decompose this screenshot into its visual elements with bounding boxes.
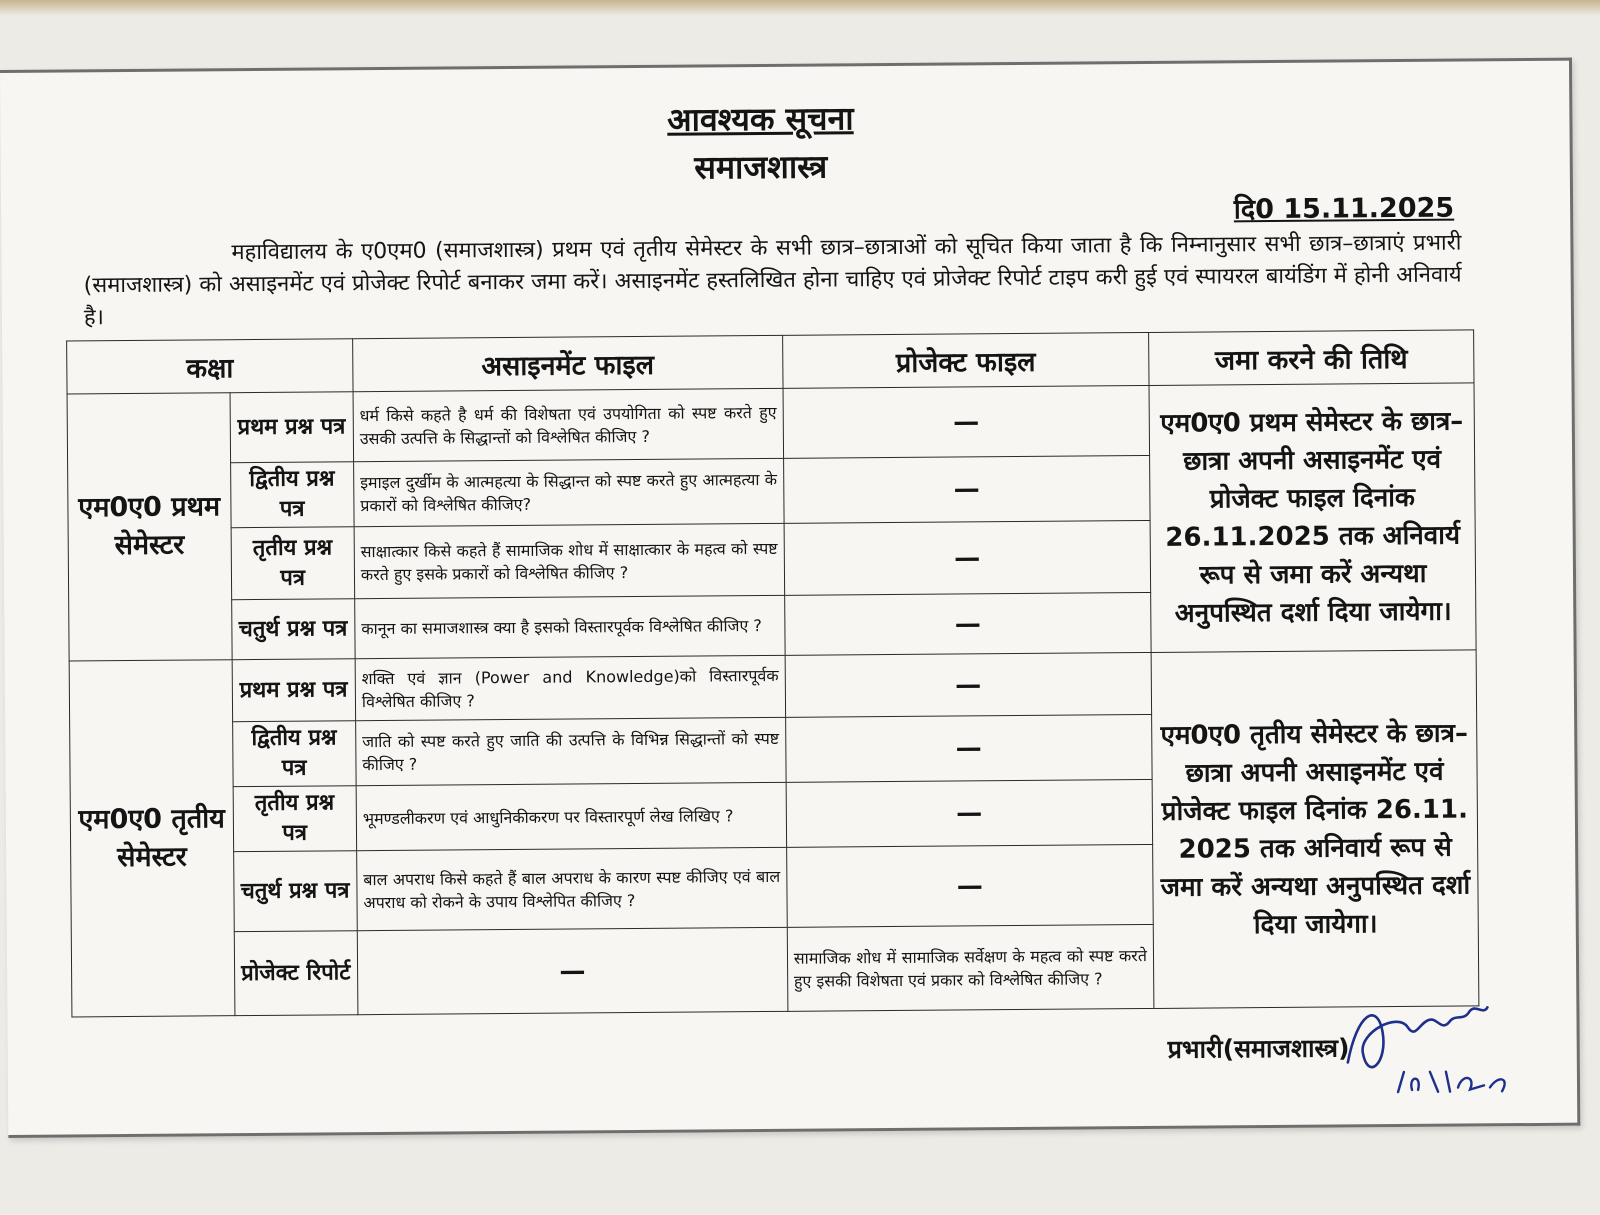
assignment-question: कानून का समाजशास्त्र क्या है इसको विस्तारपूर्वक विश्लेषित कीजिए ? bbox=[355, 595, 785, 658]
paper-label: प्रथम प्रश्न पत्र bbox=[232, 659, 356, 722]
handwritten-signature bbox=[1337, 991, 1538, 1103]
project-cell: — bbox=[785, 714, 1152, 782]
header-class: कक्षा bbox=[67, 339, 353, 394]
notice-sheet bbox=[0, 58, 1580, 1138]
assignment-schedule-table bbox=[66, 329, 1479, 1017]
project-cell: — bbox=[784, 520, 1151, 595]
assignment-question: भूमण्डलीकरण एवं आधुनिकीकरण पर विस्तारपूर्ण लेख लिखिए ? bbox=[356, 782, 786, 850]
paper-label: प्रथम प्रश्न पत्र bbox=[230, 392, 354, 463]
assignment-question: साक्षात्कार किसे कहते हैं सामाजिक शोध में साक्षात्कार के महत्व को स्पष्ट करते हुए इसके प्रकारों को विश्लेषित कीजिए ? bbox=[354, 523, 784, 598]
project-question: सामाजिक शोध में सामाजिक सर्वेक्षण के महत्व को स्पष्ट करते हुए इसकी विशेषता एवं प्रकार को विश्लेषित कीजिए ? bbox=[787, 924, 1154, 1011]
assignment-question: धर्म किसे कहते है धर्म की विशेषता एवं उपयोगिता को स्पष्ट करते हुए उसकी उत्पत्ति के सिद्धान्तों को विश्लेषित कीजिए ? bbox=[353, 388, 783, 461]
submit-note-sem1: एम0ए0 प्रथम सेमेस्टर के छात्र–छात्रा अपनी असाइनमेंट एवं प्रोजेक्ट फाइल दिनांक 26.11.2025 तक अनिवार्य रूप से जमा करें अन्यथा अनुपस्थित दर्शा दिया जायेगा। bbox=[1149, 383, 1476, 653]
project-cell: — bbox=[783, 385, 1150, 458]
project-cell: — bbox=[786, 779, 1153, 847]
notice-heading: आवश्यक सूचना bbox=[667, 99, 854, 139]
photo-top-edge bbox=[0, 0, 1600, 16]
paper-label: द्वितीय प्रश्न पत्र bbox=[232, 721, 356, 787]
project-cell: — bbox=[783, 455, 1150, 523]
table-row bbox=[69, 650, 1476, 723]
assignment-question: जाति को स्पष्ट करते हुए जाति की उत्पत्ति के विभिन्न सिद्धान्तों को स्पष्ट कीजिए ? bbox=[356, 717, 786, 785]
project-cell: — bbox=[785, 652, 1152, 717]
notice-subject: समाजशास्त्र bbox=[694, 147, 828, 187]
paper-label: चतुर्थ प्रश्न पत्र bbox=[231, 599, 355, 660]
header-submit-date: जमा करने की तिथि bbox=[1149, 330, 1474, 386]
assignment-cell: — bbox=[357, 927, 788, 1014]
project-cell: — bbox=[784, 592, 1151, 655]
table-row bbox=[67, 383, 1475, 464]
assignment-question: बाल अपराध किसे कहते हैं बाल अपराध के कारण स्पष्ट कीजिए एवं बाल अपराध को रोकने के उपाय विश्लेपित कीजिए ? bbox=[357, 847, 788, 930]
header-assignment: असाइनमेंट फाइल bbox=[353, 335, 783, 391]
class-sem1: एम0ए0 प्रथम सेमेस्टर bbox=[67, 393, 232, 661]
signature-date bbox=[1398, 1071, 1505, 1092]
signer-title: प्रभारी(समाजशास्त्र) bbox=[1167, 1033, 1350, 1064]
paper-label: तृतीय प्रश्न पत्र bbox=[231, 527, 355, 600]
paper-label: तृतीय प्रश्न पत्र bbox=[233, 786, 357, 852]
notice-body: महाविद्यालय के ए0एम0 (समाजशास्त्र) प्रथम एवं तृतीय सेमेस्टर के सभी छात्र–छात्राओं को सूचित किया जाता है कि निम्नानुसार सभी छात्र–छात्राएं प्रभारी (समाजशास्त्र) को असाइनमेंट एवं प्रोजेक्ट रिपोर्ट बनाकर जमा करें। असाइनमेंट हस्तलिखित होना चाहिए एवं प्रोजेक्ट रिपोर्ट टाइप करी हुई एवं स्पायरल बायंडिंग में होनी अनिवार्य है। bbox=[83, 230, 1462, 331]
notice-date: दि0 15.11.2025 bbox=[1233, 192, 1455, 226]
assignment-question: इमाइल दुर्खीम के आत्महत्या के सिद्धान्त को स्पष्ट करते हुए आत्महत्या के प्रकारों को विश्लेषित कीजिए? bbox=[353, 458, 783, 526]
submit-note-sem3: एम0ए0 तृतीय सेमेस्टर के छात्र–छात्रा अपनी असाइनमेंट एवं प्रोजेक्ट फाइल दिनांक 26.11. 2025 तक अनिवार्य रूप से जमा करें अन्यथा अनुपस्थित दर्शा दिया जायेगा। bbox=[1151, 650, 1479, 1009]
paper-label: प्रोजेक्ट रिपोर्ट bbox=[234, 931, 358, 1016]
project-cell: — bbox=[786, 844, 1153, 927]
header-project: प्रोजेक्ट फाइल bbox=[782, 332, 1149, 388]
paper-label: द्वितीय प्रश्न पत्र bbox=[230, 462, 354, 528]
assignment-question: शक्ति एवं ज्ञान (Power and Knowledge)को विस्तारपूर्वक विश्लेषित कीजिए ? bbox=[355, 655, 785, 720]
paper-label: चतुर्थ प्रश्न पत्र bbox=[233, 851, 357, 932]
class-sem3: एम0ए0 तृतीय सेमेस्टर bbox=[69, 660, 234, 1017]
signature-scrawl bbox=[1347, 1007, 1487, 1067]
